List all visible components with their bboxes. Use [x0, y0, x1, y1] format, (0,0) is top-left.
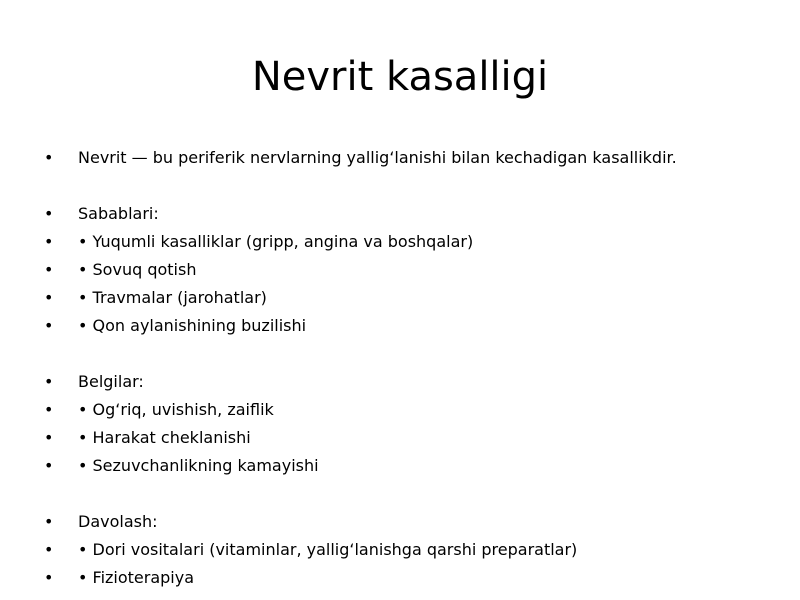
- bullet-text: Davolash:: [78, 512, 158, 531]
- bullet-text: • Og‘riq, uvishish, zaiflik: [78, 400, 274, 419]
- slide-title: Nevrit kasalligi: [251, 54, 549, 100]
- bullet-icon: •: [44, 512, 54, 531]
- blank-line: [44, 480, 784, 508]
- bullet-text: • Yuqumli kasalliklar (gripp, angina va boshqalar): [78, 232, 474, 251]
- bullet-text: • Qon aylanishining buzilishi: [78, 316, 307, 335]
- bullet-icon: •: [44, 400, 54, 419]
- list-item: [44, 508, 784, 536]
- bullet-icon: •: [44, 288, 54, 307]
- list-item: [44, 536, 784, 564]
- list-item: [44, 368, 784, 396]
- list-item: [44, 396, 784, 424]
- bullet-icon: •: [44, 428, 54, 447]
- bullet-text: • Fizioterapiya: [78, 568, 195, 587]
- bullet-icon: •: [44, 316, 54, 335]
- blank-line: [44, 172, 784, 200]
- bullet-icon: •: [44, 372, 54, 391]
- bullet-text: • Sovuq qotish: [78, 260, 197, 279]
- list-item: [44, 312, 784, 340]
- list-item: [44, 564, 784, 592]
- bullet-icon: •: [44, 260, 54, 279]
- bullet-text: • Sezuvchanlikning kamayishi: [78, 456, 319, 475]
- bullet-text: Sabablari:: [78, 204, 159, 223]
- list-item: [44, 424, 784, 452]
- bullet-icon: •: [44, 540, 54, 559]
- bullet-list: [44, 144, 784, 592]
- bullet-text: Belgilar:: [78, 372, 144, 391]
- list-item: [44, 284, 784, 312]
- list-item: [44, 256, 784, 284]
- bullet-icon: •: [44, 568, 54, 587]
- list-item: [44, 200, 784, 228]
- list-item: [44, 452, 784, 480]
- bullet-text: Nevrit — bu periferik nervlarning yallig‘lanishi bilan kechadigan kasallikdir.: [78, 148, 677, 167]
- bullet-text: • Travmalar (jarohatlar): [78, 288, 267, 307]
- bullet-icon: •: [44, 204, 54, 223]
- bullet-text: • Harakat cheklanishi: [78, 428, 251, 447]
- bullet-icon: •: [44, 148, 54, 167]
- blank-line: [44, 340, 784, 368]
- list-item: [44, 228, 784, 256]
- bullet-icon: •: [44, 456, 54, 475]
- bullet-text: • Dori vositalari (vitaminlar, yallig‘lanishga qarshi preparatlar): [78, 540, 578, 559]
- bullet-icon: •: [44, 232, 54, 251]
- list-item: [44, 144, 784, 172]
